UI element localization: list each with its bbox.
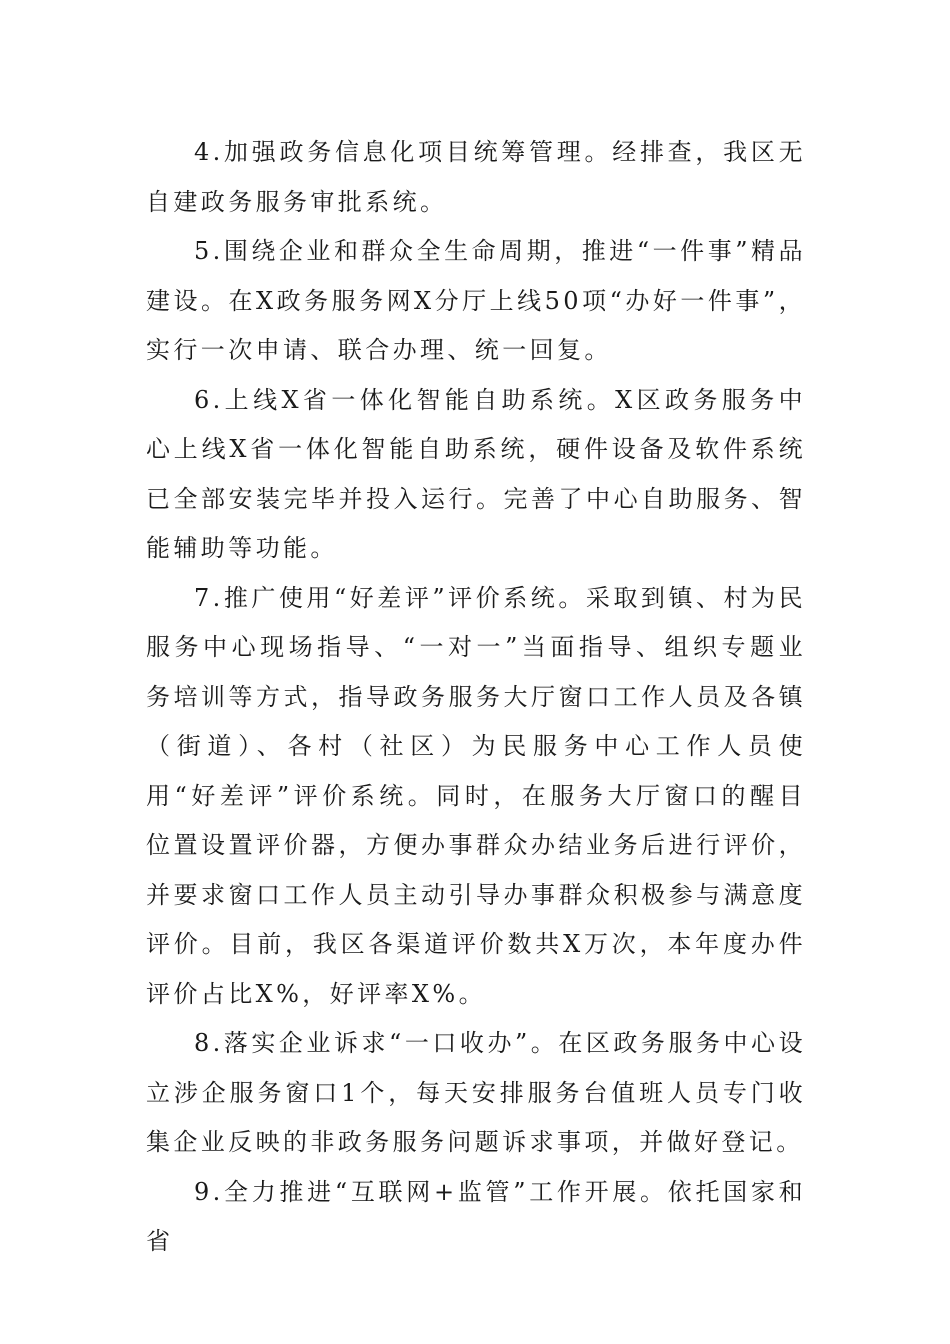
document-body [146, 128, 806, 1267]
paragraph-item-9: 9.全力推进“互联网+监管”工作开展。依托国家和省 [146, 1177, 806, 1255]
paragraph-item-8: 8.落实企业诉求“一口收办”。在区政务服务中心设立涉企服务窗口1个，每天安排服务台值班人员专门收集企业反映的非政务服务问题诉求事项，并做好登记。 [146, 1029, 806, 1156]
paragraph-item-7: 7.推广使用“好差评”评价系统。采取到镇、村为民服务中心现场指导、“一对一”当面指导、组织专题业务培训等方式，指导政务服务大厅窗口工作人员及各镇（街道）、各村（社区）为民服务中心工作人员使用“好差评”评价系统。同时，在服务大厅窗口的醒目位置设置评价器，方便办事群众办结业务后进行评价，并要求窗口工作人员主动引导办事群众积极参与满意度评价。目前，我区各渠道评价数共X万次，本年度办件评价占比X%，好评率X%。 [146, 583, 806, 1008]
paragraph-item-5: 5.围绕企业和群众全生命周期，推进“一件事”精品建设。在X政务服务网X分厅上线50项“办好一件事”，实行一次申请、联合办理、统一回复。 [146, 237, 806, 364]
paragraph-item-4: 4.加强政务信息化项目统筹管理。经排查，我区无自建政务服务审批系统。 [146, 138, 806, 216]
paragraph-item-6: 6.上线X省一体化智能自助系统。X区政务服务中心上线X省一体化智能自助系统，硬件设备及软件系统已全部安装完毕并投入运行。完善了中心自助服务、智能辅助等功能。 [146, 385, 806, 562]
